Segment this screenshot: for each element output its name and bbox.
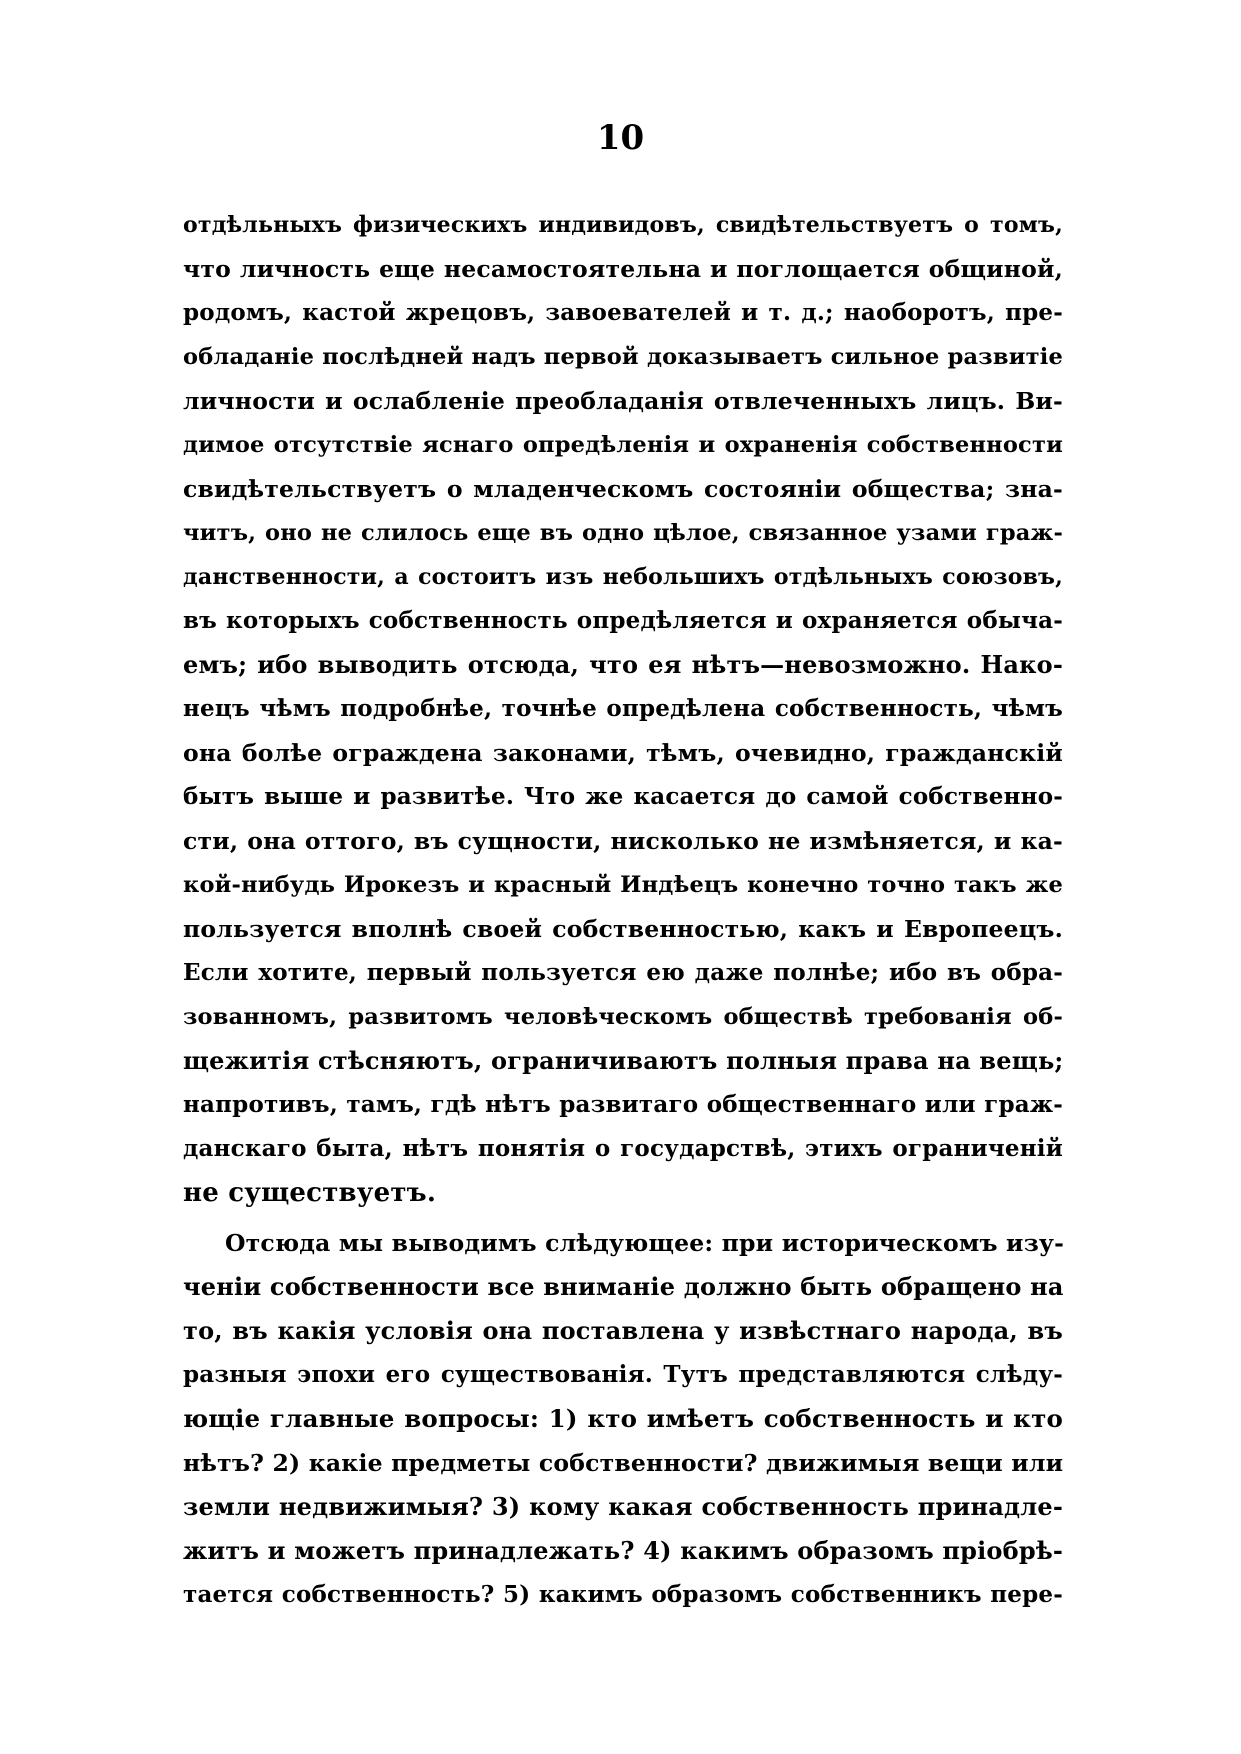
text-line: житъ и можетъ принадлежать? 4) какимъ образомъ пріобрѣ- bbox=[183, 1536, 1064, 1565]
page-number: 10 bbox=[596, 118, 645, 158]
text-line: родомъ, кастой жрецовъ, завоевателей и т. д.; наоборотъ, пре- bbox=[183, 299, 1063, 326]
text-line: земли недвижимыя? 3) кому какая собственность принадле- bbox=[183, 1492, 1063, 1521]
text-line: данскаго быта, нѣтъ понятія о государствѣ, этихъ ограниченій bbox=[183, 1135, 1063, 1162]
text-line: нецъ чѣмъ подробнѣе, точнѣе опредѣлена собственность, чѣмъ bbox=[183, 695, 1063, 722]
text-line: кой-нибудь Ирокезъ и красный Индѣецъ конечно точно такъ же bbox=[183, 872, 1063, 898]
body-text bbox=[183, 203, 1063, 1617]
text-line: бытъ выше и развитѣе. Что же касается до самой собственно- bbox=[183, 783, 1063, 810]
text-line: читъ, оно не слилось еще въ одно цѣлое, связанное узами граж- bbox=[183, 520, 1063, 546]
paragraph-1 bbox=[183, 203, 1063, 1215]
text-line: пользуется вполнѣ своей собственностью, какъ и Европеецъ. bbox=[183, 915, 1063, 943]
text-line: данственности, а состоитъ изъ небольшихъ отдѣльныхъ союзовъ, bbox=[183, 564, 1063, 590]
text-line: димое отсутствіе яснаго опредѣленія и охраненія собственности bbox=[183, 432, 1063, 458]
text-line: не существуетъ. bbox=[183, 1178, 437, 1208]
text-line: что личность еще несамостоятельна и поглощается общиной, bbox=[183, 255, 1063, 283]
text-line: напротивъ, тамъ, гдѣ нѣтъ развитаго общественнаго или граж- bbox=[183, 1091, 1063, 1118]
text-line: въ которыхъ собственность опредѣляется и охраняется обыча- bbox=[183, 607, 1063, 634]
text-line: емъ; ибо выводить отсюда, что ея нѣтъ—невозможно. Нако- bbox=[183, 650, 1063, 679]
text-line: нѣтъ? 2) какіе предметы собственности? движимыя вещи или bbox=[183, 1449, 1064, 1477]
text-line: щежитія стѣсняютъ, ограничиваютъ полныя права на вещь; bbox=[183, 1046, 1064, 1075]
text-line: отдѣльныхъ физическихъ индивидовъ, свидѣтельствуетъ о томъ, bbox=[183, 212, 1063, 238]
text-line: она болѣе ограждена законами, тѣмъ, очевидно, гражданскій bbox=[183, 739, 1063, 767]
text-line: разныя эпохи его существованія. Тутъ представляются слѣду- bbox=[183, 1361, 1063, 1388]
text-line: зованномъ, развитомъ человѣческомъ обществѣ требованія об- bbox=[183, 1004, 1063, 1030]
text-line: то, въ какія условія она поставлена у извѣстнаго народа, въ bbox=[183, 1316, 1063, 1345]
paragraph-2 bbox=[183, 1221, 1063, 1617]
text-line: ющіе главные вопросы: 1) кто имѣетъ собственность и кто bbox=[183, 1404, 1063, 1433]
text-line: обладаніе послѣдней надъ первой доказываетъ сильное развитіе bbox=[183, 344, 1063, 370]
text-line: свидѣтельствуетъ о младенческомъ состояніи общества; зна- bbox=[183, 475, 1063, 503]
text-line: личности и ослабленіе преобладанія отвлеченныхъ лицъ. Ви- bbox=[183, 387, 1063, 415]
text-line: Если хотите, первый пользуется ею даже полнѣе; ибо въ обра- bbox=[183, 959, 1063, 986]
text-line: тается собственность? 5) какимъ образомъ собственникъ пере- bbox=[183, 1581, 1063, 1608]
text-line: сти, она оттого, въ сущности, нисколько не измѣняется, и ка- bbox=[183, 827, 1063, 855]
text-line: ченіи собственности все вниманіе должно быть обращено на bbox=[183, 1272, 1064, 1301]
text-line: Отсюда мы выводимъ слѣдующее: при историческомъ изу- bbox=[225, 1229, 1065, 1257]
